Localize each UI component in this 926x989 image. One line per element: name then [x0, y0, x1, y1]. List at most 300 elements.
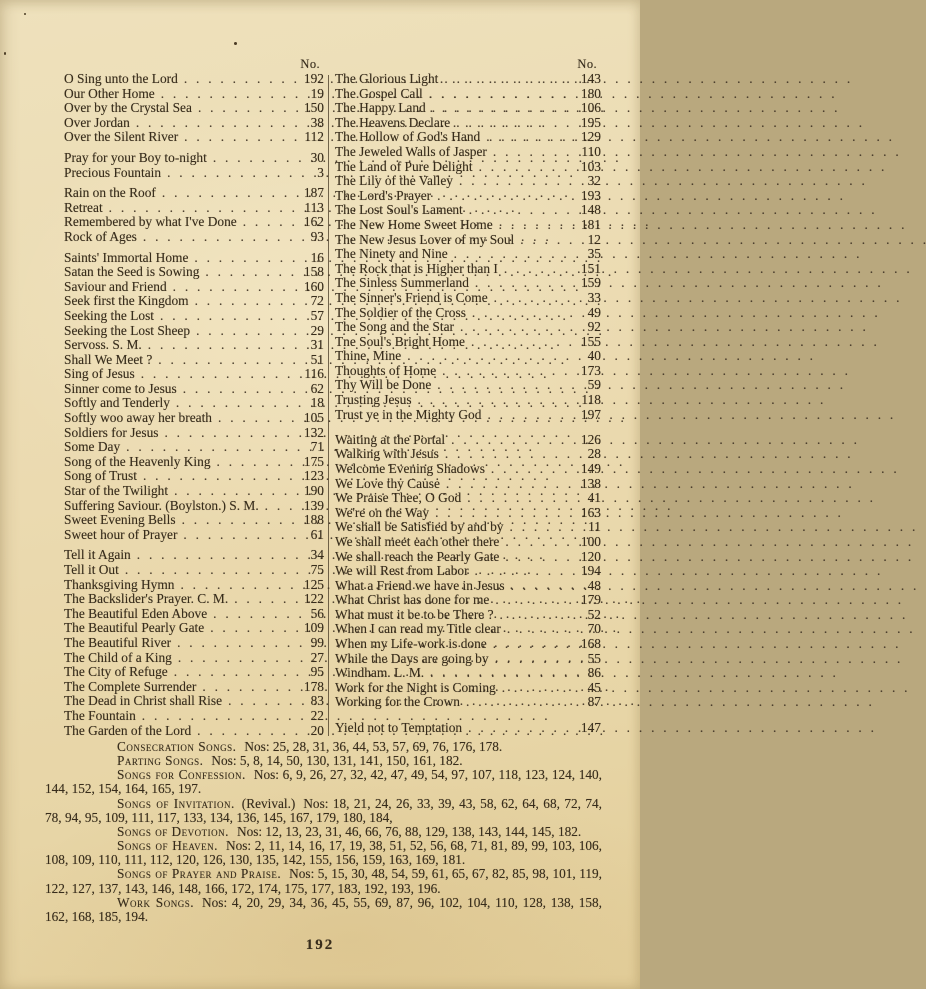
- index-entry: [64, 101, 324, 116]
- song-number: 129: [580, 129, 601, 145]
- song-number: 194: [580, 563, 601, 579]
- index-entry: [64, 309, 324, 324]
- song-number: 173: [580, 362, 601, 378]
- dot-leader: [454, 247, 571, 262]
- index-entry: [335, 608, 601, 623]
- song-title: Sweet hour of Prayer: [64, 526, 178, 542]
- index-group: [64, 548, 324, 738]
- song-number: 179: [580, 592, 601, 608]
- song-title: Thoughts of Home: [335, 362, 437, 378]
- category-title: Parting Songs.: [117, 753, 204, 769]
- dot-leader: [228, 694, 294, 709]
- dot-leader: [444, 72, 571, 87]
- index-entry: [64, 607, 324, 622]
- song-number: 105: [303, 410, 324, 426]
- song-title: The Backslider's Prayer. C. M.: [64, 591, 229, 607]
- index-entry: [64, 680, 324, 695]
- song-number: 75: [310, 562, 324, 577]
- song-number: 72: [310, 293, 324, 309]
- index-entry: [64, 353, 324, 368]
- song-title: The Beautiful River: [64, 634, 172, 650]
- index-entry: [335, 306, 601, 321]
- dot-leader: [418, 393, 571, 408]
- song-number: 20: [310, 722, 324, 738]
- dot-leader: [459, 174, 571, 189]
- song-title: Shall We Meet ?: [64, 351, 153, 367]
- song-number: 112: [304, 129, 324, 145]
- song-number: 40: [587, 348, 601, 364]
- index-entry: [335, 203, 601, 218]
- song-number: 149: [580, 460, 601, 476]
- index-entry: [64, 499, 324, 514]
- index-entry: [335, 579, 601, 594]
- song-number: 3: [317, 164, 324, 180]
- number-column-header: No.: [300, 57, 320, 71]
- index-entry: [335, 262, 601, 277]
- dot-leader: [178, 651, 294, 666]
- dot-leader: [435, 506, 571, 521]
- category-numbers: Nos: 25, 28, 31, 36, 44, 53, 57, 69, 76, 176, 178.: [244, 739, 503, 754]
- song-title: Sinner come to Jesus: [64, 380, 177, 396]
- index-entry: [64, 694, 324, 709]
- index-entry: [335, 130, 601, 145]
- index-entry: [64, 201, 324, 216]
- song-title: The Garden of the Lord: [64, 722, 192, 738]
- dot-leader: [126, 440, 294, 455]
- song-title: Pray for your Boy to-night: [64, 149, 207, 165]
- song-number: 59: [587, 377, 601, 393]
- category-paragraph: [45, 839, 602, 867]
- dot-leader: [174, 665, 294, 680]
- song-number: 197: [580, 406, 601, 422]
- index-entry: [335, 408, 601, 423]
- dot-leader: [194, 251, 294, 266]
- song-title: The Dead in Christ shall Rise: [64, 693, 223, 709]
- song-number: 181: [580, 216, 601, 232]
- song-title: The Beautiful Pearly Gate: [64, 620, 205, 636]
- song-title: We Praise Thee, O God: [335, 490, 462, 506]
- song-number: 27: [310, 649, 324, 665]
- dot-leader: [471, 335, 571, 350]
- index-entry: [335, 652, 601, 667]
- song-number: 123: [303, 468, 324, 484]
- dot-leader: [161, 87, 294, 102]
- index-group: [64, 151, 324, 180]
- dot-leader: [143, 230, 294, 245]
- dot-leader: [143, 469, 294, 484]
- index-entry: [64, 186, 324, 201]
- index-entry: [64, 72, 324, 87]
- song-title: Rain on the Roof: [64, 185, 156, 201]
- index-entry: [335, 477, 601, 492]
- dot-leader: [495, 593, 571, 608]
- category-song-lists: [45, 740, 602, 924]
- dot-leader: [407, 349, 571, 364]
- song-title: Seek first the Kingdom: [64, 293, 189, 309]
- song-number: 19: [310, 85, 324, 101]
- category-paragraph: [45, 797, 602, 825]
- index-entry: [64, 651, 324, 666]
- index-entry: [335, 593, 601, 608]
- song-number: 62: [310, 380, 324, 396]
- index-entry: [335, 335, 601, 350]
- song-title: Retreat: [64, 199, 103, 215]
- dot-leader: [500, 608, 571, 623]
- song-number: 103: [580, 158, 601, 174]
- dot-leader: [213, 607, 294, 622]
- index-group: [64, 186, 324, 244]
- dot-leader: [205, 265, 294, 280]
- song-number: 100: [580, 533, 601, 549]
- index-entry: [335, 491, 601, 506]
- index-entry: [335, 666, 601, 681]
- dot-leader: [472, 306, 571, 321]
- index-entry: [335, 247, 601, 262]
- song-title: The Rock that is Higher than I: [335, 260, 498, 276]
- dot-leader: [475, 564, 571, 579]
- index-group: [64, 251, 324, 543]
- index-entry: [335, 218, 601, 233]
- category-title: Songs of Prayer and Praise.: [117, 866, 282, 882]
- dot-leader: [109, 201, 294, 216]
- song-number: 168: [580, 636, 601, 652]
- index-entry: [335, 87, 601, 102]
- song-number: 143: [580, 71, 601, 86]
- index-group: [335, 433, 601, 710]
- index-column-left: [64, 57, 324, 738]
- song-number: 125: [303, 576, 324, 592]
- song-title: The Ninety and Nine: [335, 246, 448, 262]
- dot-leader: [499, 218, 571, 233]
- index-entry: [64, 230, 324, 245]
- song-number: 109: [303, 620, 324, 636]
- song-title: What must it be to be There ?: [335, 606, 494, 622]
- dot-leader: [217, 455, 294, 470]
- ink-speck: [4, 52, 6, 55]
- song-number: 190: [303, 483, 324, 499]
- song-title: The Song and the Star: [335, 319, 455, 335]
- page-number: 192: [305, 937, 335, 953]
- song-title: Suffering Saviour. (Boylston.) S. M.: [64, 497, 259, 513]
- dot-leader: [265, 499, 294, 514]
- category-paragraph: [45, 740, 602, 754]
- song-title: Rock of Ages: [64, 228, 137, 244]
- song-number: 155: [580, 333, 601, 349]
- song-number: 83: [310, 693, 324, 709]
- song-number: 178: [303, 678, 324, 694]
- song-title: The Soldier of the Cross: [335, 304, 466, 320]
- song-title: Work for the Night is Coming: [335, 679, 496, 695]
- dot-leader: [446, 477, 571, 492]
- song-title: The Hollow of God's Hand: [335, 129, 481, 145]
- dot-leader: [243, 215, 294, 230]
- index-entry: [335, 189, 601, 204]
- song-title: When my Life-work is done: [335, 636, 487, 652]
- dot-leader: [137, 548, 294, 563]
- dot-leader: [504, 262, 571, 277]
- dot-leader: [173, 280, 294, 295]
- song-number: 30: [310, 149, 324, 165]
- index-group: [335, 72, 601, 422]
- song-number: 192: [303, 71, 324, 86]
- song-number: 95: [310, 664, 324, 680]
- song-title: Tell it Out: [64, 562, 119, 577]
- index-entry: [64, 411, 324, 426]
- song-title: The Land of Pure Delight: [335, 158, 473, 174]
- song-number: 71: [310, 439, 324, 455]
- category-title: Work Songs.: [117, 894, 195, 910]
- song-title: We shall meet each other there: [335, 533, 500, 549]
- index-entry: [64, 130, 324, 145]
- category-paragraph: [45, 825, 602, 839]
- song-number: 162: [303, 214, 324, 230]
- index-entry: [335, 233, 601, 248]
- song-title: We Love thy Cause: [335, 475, 440, 491]
- dot-leader: [456, 116, 571, 131]
- song-title: The Sinner's Friend is Come: [335, 289, 488, 305]
- song-title: Waiting at the Portal: [335, 431, 446, 447]
- song-number: 29: [310, 322, 324, 338]
- category-title: Songs of Heaven.: [117, 838, 218, 854]
- dot-leader: [176, 396, 294, 411]
- song-number: 12: [587, 231, 601, 247]
- dot-leader: [197, 724, 294, 739]
- dot-leader: [196, 324, 294, 339]
- song-title: Seeking the Lost: [64, 307, 155, 323]
- dot-leader: [142, 709, 294, 724]
- index-entry: [64, 367, 324, 382]
- song-title: Satan the Seed is Sowing: [64, 264, 200, 280]
- category-paragraph: [45, 754, 602, 768]
- song-number: 41: [587, 490, 601, 506]
- song-title: Thanksgiving Hymn: [64, 576, 175, 592]
- song-number: 188: [303, 512, 324, 528]
- song-number: 150: [303, 100, 324, 116]
- index-entry: [64, 87, 324, 102]
- song-title: The Beautiful Eden Above: [64, 605, 208, 621]
- song-title: Soldiers for Jesus: [64, 424, 159, 440]
- song-number: 86: [587, 665, 601, 681]
- dot-leader: [437, 189, 571, 204]
- category-numbers: Nos: 12, 13, 23, 31, 46, 66, 76, 88, 129, 138, 143, 144, 145, 182.: [236, 823, 582, 839]
- category-title: Songs of Devotion.: [117, 823, 229, 839]
- dot-leader: [234, 592, 294, 607]
- song-number: 148: [580, 202, 601, 218]
- category-numbers: Nos: 5, 15, 30, 48, 54, 59, 61, 65, 67, 82, 85, 98, 101, 119, 122, 127, 137, 143, 146, 148, 166, 172, 174, 175, 177, 183, 192, 193, 196.: [45, 866, 602, 896]
- dot-leader: [479, 160, 571, 175]
- song-number: 120: [580, 548, 601, 564]
- song-number: 193: [580, 187, 601, 203]
- song-title: The New Home Sweet Home: [335, 216, 493, 232]
- index-entry: [335, 622, 601, 637]
- index-entry: [64, 440, 324, 455]
- song-title: Welcome Evening Shadows: [335, 460, 485, 476]
- song-number: 110: [581, 143, 601, 159]
- dot-leader: [177, 636, 294, 651]
- song-number: 32: [587, 173, 601, 189]
- dot-leader: [510, 520, 571, 535]
- dot-leader: [493, 637, 571, 652]
- dot-leader: [429, 87, 571, 102]
- song-number: 92: [587, 319, 601, 335]
- song-title: O Sing unto the Lord: [64, 71, 178, 86]
- song-number: 34: [310, 547, 324, 563]
- category-title: Songs of Invitation.: [117, 795, 235, 811]
- index-entry: [64, 709, 324, 724]
- song-title: Over the Silent River: [64, 129, 179, 145]
- song-number: 116: [304, 366, 324, 382]
- index-entry: [335, 174, 601, 189]
- song-number: 49: [587, 304, 601, 320]
- song-title: The Child of a King: [64, 649, 172, 665]
- song-number: 87: [587, 694, 601, 710]
- song-title: What a Friend we have in Jesus: [335, 577, 505, 593]
- song-title: The New Jesus Lover of my Soul: [335, 231, 515, 247]
- song-title: Softly and Tenderly: [64, 395, 170, 411]
- dot-leader: [486, 130, 571, 145]
- index-entry: [64, 116, 324, 131]
- song-title: Trusting Jesus: [335, 392, 412, 408]
- dot-leader: [195, 294, 294, 309]
- song-number: 160: [303, 278, 324, 294]
- dot-leader: [505, 535, 571, 550]
- dot-leader: [460, 320, 571, 335]
- dot-leader: [174, 484, 294, 499]
- index-entry: [335, 393, 601, 408]
- category-paragraph: [45, 896, 602, 924]
- song-title: Walking with Jesus: [335, 446, 439, 462]
- dot-leader: [141, 367, 294, 382]
- song-title: The Lord's Prayer: [335, 187, 432, 203]
- song-title: Tne Soul's Bright Home: [335, 333, 465, 349]
- category-numbers: Nos: 6, 9, 26, 27, 32, 42, 47, 49, 54, 97, 107, 118, 123, 124, 140, 144, 152, 154, 164, 165, 197.: [45, 767, 602, 797]
- song-number: 195: [580, 114, 601, 130]
- song-title: Windham. L. M.: [335, 665, 425, 681]
- song-title: The Fountain: [64, 707, 136, 723]
- index-entry: [64, 621, 324, 636]
- index-entry: [335, 349, 601, 364]
- song-title: Trust ye in the Mighty God: [335, 406, 482, 422]
- song-title: When I can read my Title clear: [335, 621, 501, 637]
- index-group: [335, 721, 601, 736]
- song-number: 163: [580, 504, 601, 520]
- song-title: The City of Refuge: [64, 664, 168, 680]
- index-entry: [64, 455, 324, 470]
- song-title: Saints' Immortal Home: [64, 249, 189, 265]
- song-number: 45: [587, 679, 601, 695]
- dot-leader: [180, 578, 294, 593]
- song-title: The Glorious Light: [335, 71, 439, 86]
- index-entry: [64, 592, 324, 607]
- song-number: 70: [587, 621, 601, 637]
- dot-leader: [167, 166, 294, 181]
- index-entry: [335, 116, 601, 131]
- dot-leader: [494, 291, 571, 306]
- song-index: [64, 57, 601, 738]
- song-number: 28: [587, 446, 601, 462]
- dot-leader: [198, 101, 294, 116]
- song-title: Sweet Evening Bells: [64, 512, 176, 528]
- dot-leader: [183, 528, 294, 543]
- song-title: Softly woo away her breath: [64, 410, 212, 426]
- song-number: 61: [310, 526, 324, 542]
- index-entry: [64, 396, 324, 411]
- ink-speck: [24, 13, 26, 15]
- index-entry: [64, 251, 324, 266]
- index-entry: [64, 294, 324, 309]
- song-number: 118: [581, 392, 601, 408]
- dot-leader: [148, 338, 294, 353]
- category-paragraph: [45, 768, 602, 796]
- song-title: Over by the Crystal Sea: [64, 100, 192, 116]
- index-entry: [64, 166, 324, 181]
- song-number: 35: [587, 246, 601, 262]
- dot-leader: [467, 491, 571, 506]
- dot-leader: [502, 681, 571, 696]
- dot-leader: [445, 447, 571, 462]
- index-entry: [335, 276, 601, 291]
- dot-leader: [468, 721, 571, 736]
- dot-leader: [495, 652, 571, 667]
- song-number: 132: [303, 424, 324, 440]
- category-numbers: Nos: 18, 21, 24, 26, 33, 39, 43, 58, 62, 64, 68, 72, 74, 78, 94, 95, 109, 111, 117, 133, 134, 136, 145, 167, 179, 180, 184,: [45, 795, 602, 825]
- dot-leader: [160, 309, 294, 324]
- song-number: 18: [310, 395, 324, 411]
- index-entry: [335, 462, 601, 477]
- index-entry: [64, 548, 324, 563]
- dot-leader: [493, 145, 571, 160]
- index-entry: [64, 513, 324, 528]
- song-title: The Sinless Summerland: [335, 275, 469, 291]
- song-number: 113: [304, 199, 324, 215]
- category-numbers: Nos: 5, 8, 14, 50, 130, 131, 141, 150, 161, 182.: [211, 753, 463, 769]
- song-title: Working for the Crown: [335, 694, 460, 710]
- index-entry: [335, 535, 601, 550]
- dot-leader: [158, 353, 294, 368]
- song-number: 57: [310, 307, 324, 323]
- song-number: 16: [310, 249, 324, 265]
- index-entry: [335, 364, 601, 379]
- song-title: Saviour and Friend: [64, 278, 167, 294]
- song-number: 52: [587, 606, 601, 622]
- number-column-header: No.: [577, 57, 597, 71]
- song-title: Song of the Heavenly King: [64, 453, 211, 469]
- index-entry: [64, 265, 324, 280]
- song-title: Star of the Twilight: [64, 483, 169, 499]
- index-entry: [64, 665, 324, 680]
- song-title: The Happy Land: [335, 100, 426, 116]
- song-title: While the Days are going by: [335, 650, 489, 666]
- song-number: 158: [303, 264, 324, 280]
- category-title: Consecration Songs.: [117, 739, 237, 754]
- index-entry: [335, 564, 601, 579]
- dot-leader: [487, 408, 571, 423]
- index-entry: [64, 563, 324, 578]
- song-title: The Complete Surrender: [64, 678, 197, 694]
- index-entry: [64, 484, 324, 499]
- song-number: 147: [580, 719, 601, 735]
- song-title: We shall reach the Pearly Gate: [335, 548, 500, 564]
- song-title: Servoss. S. M.: [64, 337, 142, 353]
- dot-leader: [210, 621, 294, 636]
- index-entry: [64, 324, 324, 339]
- dot-leader: [520, 233, 571, 248]
- song-title: Some Day: [64, 439, 121, 455]
- song-title: We're on the Way: [335, 504, 430, 520]
- song-number: 126: [580, 431, 601, 447]
- song-number: 180: [580, 85, 601, 101]
- song-title: We shall be Satisfied by and by: [335, 519, 504, 535]
